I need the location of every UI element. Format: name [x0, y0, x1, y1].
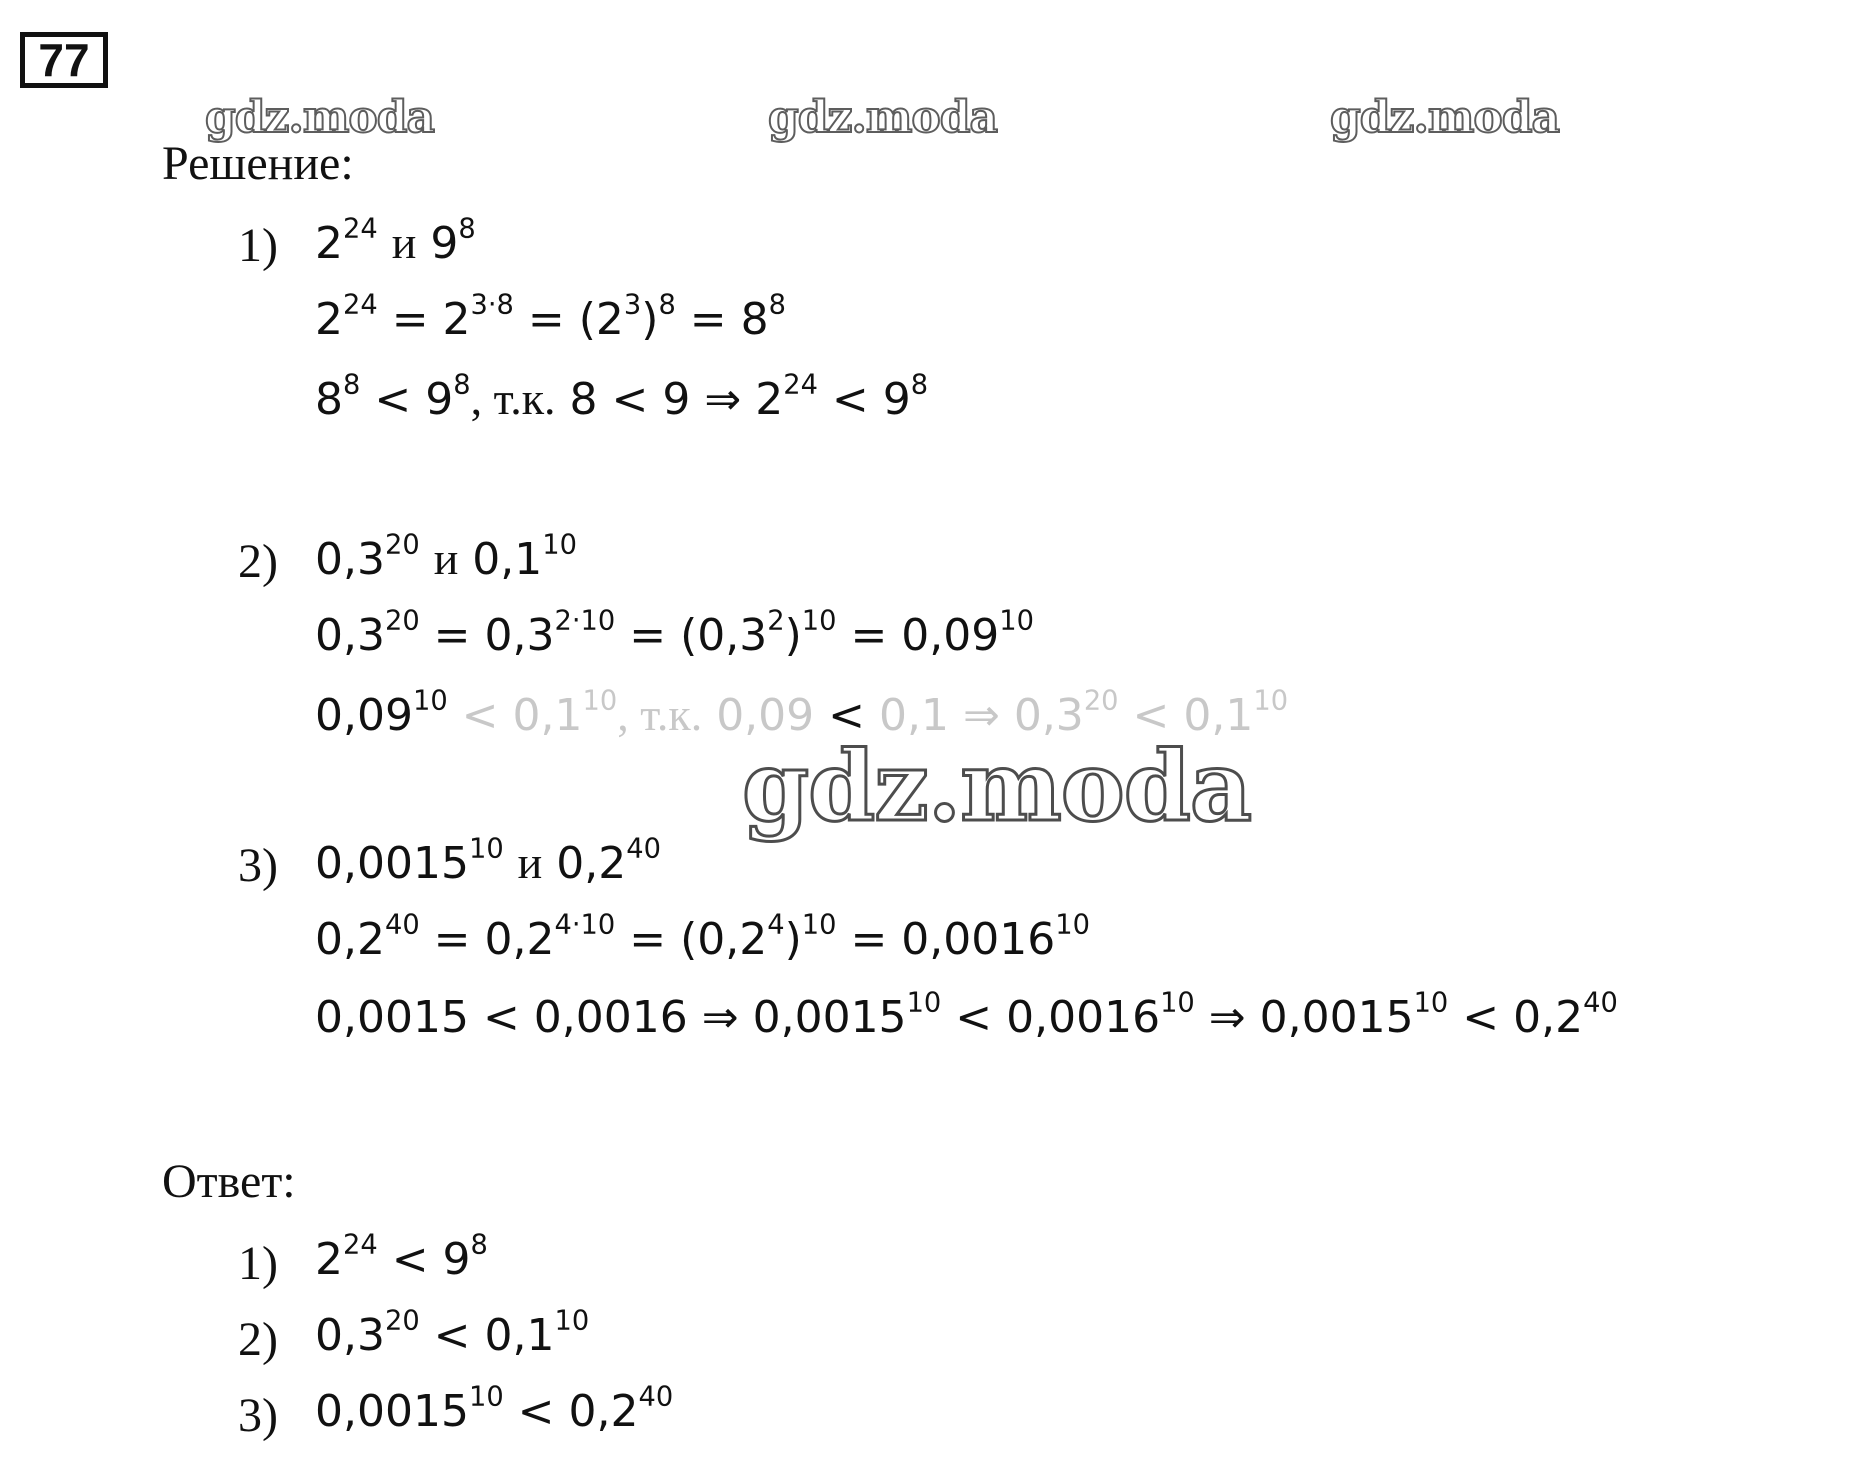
item-1-label: 1) [238, 219, 278, 272]
task-number: 77 [38, 34, 90, 86]
conj: и [433, 533, 459, 584]
item-2-label: 2) [238, 535, 278, 588]
watermark-1: gdz.moda [205, 92, 435, 143]
item-2-line-1: $0,3^{20}$ и $0,1^{10}$ [315, 529, 577, 585]
item-2-line-3: $0,09^{10} < 0,1^{10}$, т.к. 0,09 < 0,1 ⇒ $0,3^{20} < 0,1^{10}$ [315, 685, 1289, 741]
item-3-line-3: 0,0015 < 0,0016 ⇒ $0,0015^{10} < 0,0016^{10}$ ⇒ $0,0015^{10} < 0,2^{40}$ [315, 987, 1618, 1043]
item-3-line-2: $0,2^{40} = 0,2^{4\cdot 10} = (0,2^4)^{10} = 0,0016^{10}$ [315, 909, 1090, 965]
tk-text: , т.к. [470, 373, 556, 424]
answer-3: $0,0015^{10} < 0,2^{40}$ [315, 1381, 674, 1437]
item-3-label: 3) [238, 839, 278, 892]
answer-1-label: 1) [238, 1237, 278, 1290]
watermark-center: gdz.moda [742, 730, 1252, 843]
answer-2-label: 2) [238, 1313, 278, 1366]
answer-heading: Ответ: [162, 1155, 296, 1208]
answer-3-label: 3) [238, 1389, 278, 1442]
tk-text: , т.к. [617, 689, 703, 740]
conj: и [517, 837, 543, 888]
item-3-line-1: 0,0015$^{10}$ и $0,2^{40}$ [315, 833, 661, 889]
item-1-line-1: $2^{24}$ и $9^8$ [315, 213, 476, 269]
watermark-3: gdz.moda [1330, 92, 1560, 143]
answer-2: $0,3^{20} < 0,1^{10}$ [315, 1305, 590, 1361]
item-2-line-2: $0,3^{20} = 0,3^{2\cdot 10} = (0,3^2)^{10} = 0,09^{10}$ [315, 605, 1034, 661]
conj: и [391, 217, 417, 268]
task-number-box [20, 32, 108, 88]
solution-heading: Решение: [162, 137, 354, 190]
item-1-line-2: $2^{24} = 2^{3\cdot 8} = (2^3)^8 = 8^8$ [315, 289, 787, 345]
answer-1: $2^{24} < 9^8$ [315, 1229, 488, 1285]
watermark-2: gdz.moda [768, 92, 998, 143]
item-1-line-3: $8^8 < 9^8$, т.к. 8 < 9 ⇒ $2^{24} < 9^8$ [315, 369, 929, 425]
